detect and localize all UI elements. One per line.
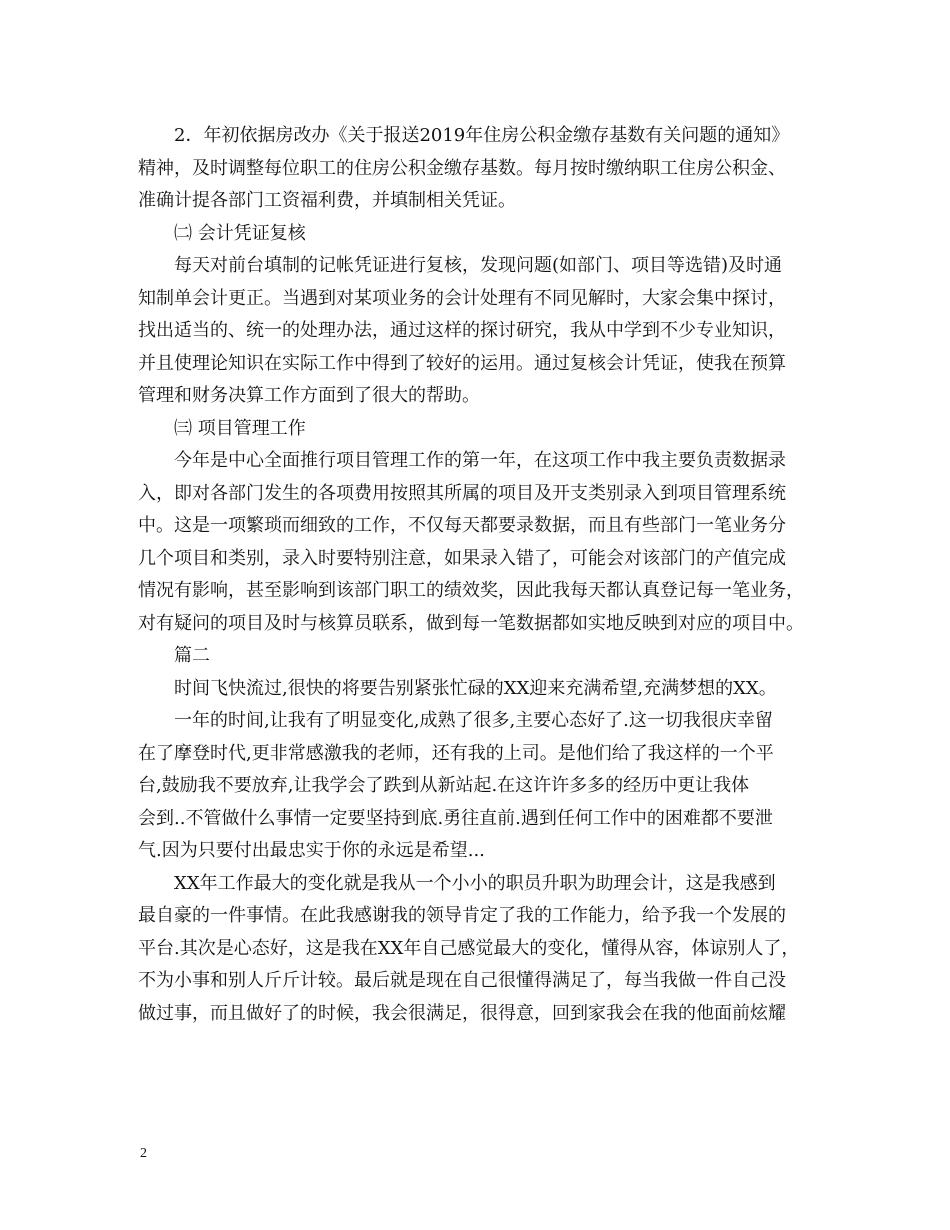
text-line: 会到..不管做什么事情一定要坚持到底.勇往直前.遇到任何工作中的困难都不要泄 <box>138 807 773 829</box>
text-line: 管理和财务决算工作方面到了很大的帮助。 <box>138 385 480 406</box>
text-line: 做过事，而且做好了的时候，我会很满足，很得意，回到家我会在我的他面前炫耀 <box>138 1002 786 1024</box>
text-line: 找出适当的、统一的处理办法，通过这样的探讨研究，我从中学到不少专业知识， <box>138 320 786 341</box>
text-line: XX年工作最大的变化就是我从一个小小的职员升职为助理会计，这是我感到 <box>174 872 776 894</box>
text-line: 台,鼓励我不要放弃,让我学会了跌到从新站起.在这许许多多的经历中更让我体 <box>138 775 750 796</box>
text-line: ㈡ 会计凭证复核 <box>174 222 306 244</box>
text-line: 并且使理论知识在实际工作中得到了较好的运用。通过复核会计凭证，使我在预算 <box>138 352 786 374</box>
text-line: 情况有影响，甚至影响到该部门职工的绩效奖，因此我每天都认真登记每一笔业务， <box>138 580 804 601</box>
text-line: 中。这是一项繁琐而细致的工作，不仅每天都要录数据，而且有些部门一笔业务分 <box>138 515 786 536</box>
text-line: 精神，及时调整每位职工的住房公积金缴存基数。每月按时缴纳职工住房公积金、 <box>138 157 786 179</box>
text-line: 平台.其次是心态好，这是我在XX年自己感觉最大的变化，懂得从容，体谅别人了， <box>138 937 800 959</box>
text-line: 知制单会计更正。当遇到对某项业务的会计处理有不同见解时，大家会集中探讨， <box>138 287 786 309</box>
text-line: 最自豪的一件事情。在此我感谢我的领导肯定了我的工作能力，给予我一个发展的 <box>138 905 786 926</box>
text-line: 准确计提各部门工资福利费，并填制相关凭证。 <box>138 190 516 211</box>
text-line: 每天对前台填制的记帐凭证进行复核，发现问题(如部门、项目等选错)及时通 <box>174 255 783 276</box>
text-line: 一年的时间,让我有了明显变化,成熟了很多,主要心态好了.这一切我很庆幸留 <box>174 710 773 731</box>
text-line: 今年是中心全面推行项目管理工作的第一年，在这项工作中我主要负责数据录 <box>174 450 786 471</box>
text-line: 入，即对各部门发生的各项费用按照其所属的项目及开支类别录入到项目管理系统 <box>138 482 786 504</box>
text-line: 不为小事和别人斤斤计较。最后就是现在自己很懂得满足了，每当我做一件自己没 <box>138 970 786 991</box>
text-line: 气.因为只要付出最忠实于你的永远是希望... <box>138 840 485 861</box>
text-line: ㈢ 项目管理工作 <box>174 417 306 439</box>
text-line: 2．年初依据房改办《关于报送2019年住房公积金缴存基数有关问题的通知》 <box>174 125 790 146</box>
page-number: 2 <box>140 1146 147 1161</box>
text-line: 对有疑问的项目及时与核算员联系，做到每一笔数据都如实地反映到对应的项目中。 <box>138 612 804 634</box>
text-line: 篇二 <box>174 645 210 666</box>
document-body <box>138 120 828 1030</box>
text-line: 在了摩登时代,更非常感激我的老师，还有我的上司。是他们给了我这样的一个平 <box>138 742 774 764</box>
text-line: 几个项目和类别，录入时要特别注意，如果录入错了，可能会对该部门的产值完成 <box>138 547 786 569</box>
text-line: 时间飞快流过,很快的将要告别紧张忙碌的XX迎来充满希望,充满梦想的XX。 <box>174 677 777 699</box>
